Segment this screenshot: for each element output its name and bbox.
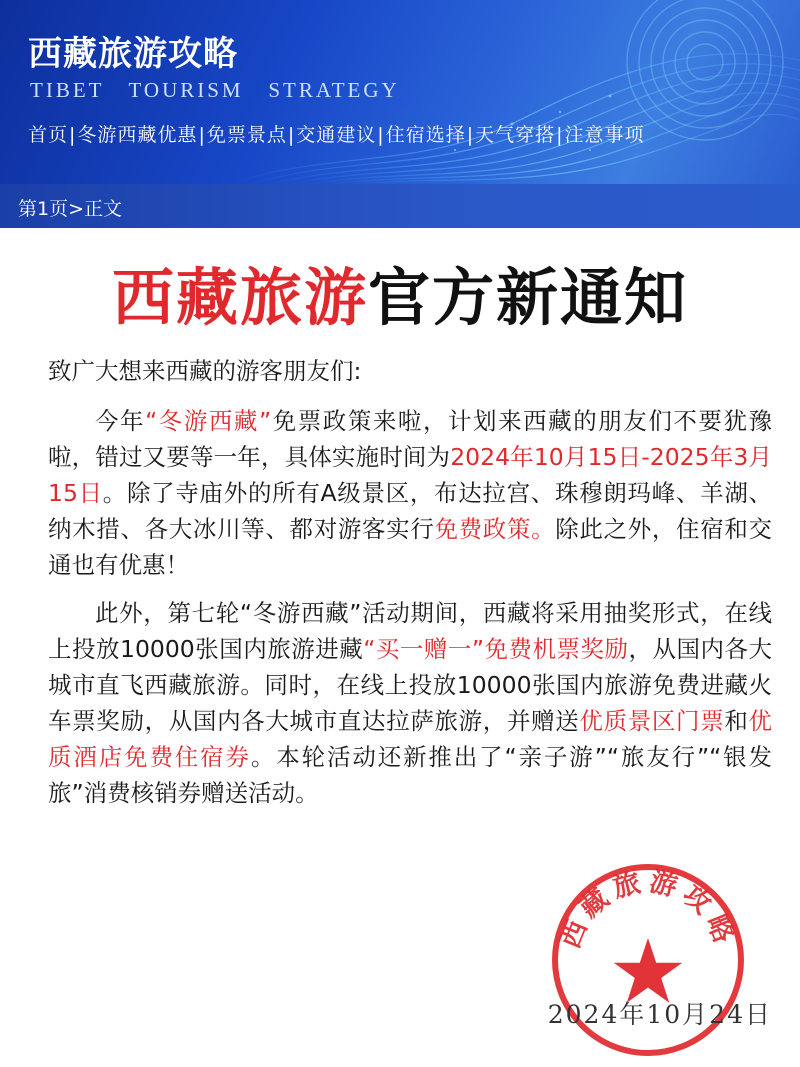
p1-highlight-free-policy: 免费政策。 — [434, 515, 556, 543]
nav-separator: | — [287, 124, 296, 146]
breadcrumb-bar — [0, 184, 800, 228]
main-nav — [28, 120, 645, 147]
site-subtitle: TIBET TOURISM STRATEGY — [30, 78, 400, 102]
breadcrumb-current: 正文 — [84, 198, 123, 220]
nav-item-winter-deals[interactable]: 冬游西藏优惠 — [77, 124, 198, 146]
p1-highlight-campaign: “冬游西藏” — [145, 407, 272, 435]
nav-item-transport[interactable]: 交通建议 — [296, 124, 377, 146]
seal-text: 西藏旅游攻略 — [554, 866, 742, 953]
p1-text-1: 今年 — [95, 407, 146, 435]
star-icon — [614, 938, 682, 1003]
breadcrumb — [18, 194, 122, 221]
nav-item-lodging[interactable]: 住宿选择 — [385, 124, 466, 146]
p2-text-1: 此外，第七轮“冬游西藏”活动期间，西藏将采用抽奖形式，在线上投放10000张国内旅游进藏 — [48, 599, 772, 663]
nav-item-home[interactable]: 首页 — [28, 124, 69, 146]
p1-text-4: 除此之外，住宿和交通也有优惠！ — [48, 515, 773, 579]
p2-text-3: 和 — [724, 707, 749, 735]
nav-separator: | — [377, 124, 385, 146]
nav-item-notes[interactable]: 注意事项 — [564, 124, 645, 146]
publish-date: 2024年10月24日 — [547, 1000, 772, 1029]
nav-item-weather[interactable]: 天气穿搭 — [475, 124, 556, 146]
title-red-part: 西藏旅游 — [111, 261, 368, 334]
title-black-part: 官方新通知 — [368, 261, 689, 334]
nav-separator: | — [198, 124, 206, 146]
nav-item-free-attractions[interactable]: 免票景点 — [206, 124, 287, 146]
paragraph-2 — [48, 595, 772, 811]
p2-highlight-tickets: 优质景区门票 — [579, 707, 725, 735]
p1-highlight-dates: 2024年10月15日-2025年3月15日 — [48, 443, 773, 507]
p1-text-2: 免票政策来啦，计划来西藏的朋友们不要犹豫啦，错过又要等一年，具体实施时间为 — [48, 407, 773, 471]
p1-text-3: 。除了寺庙外的所有A级景区，布达拉宫、珠穆朗玛峰、羊湖、纳木措、各大冰川等、都对游客实行 — [48, 479, 773, 543]
breadcrumb-arrow: > — [68, 198, 85, 220]
header-banner — [0, 0, 800, 184]
site-title: 西藏旅游攻略 — [28, 34, 238, 74]
nav-separator: | — [556, 124, 564, 146]
nav-separator: | — [69, 124, 77, 146]
paragraph-1 — [48, 403, 772, 583]
p2-highlight-hotel: 优质酒店免费住宿券 — [48, 707, 773, 771]
nav-separator: | — [466, 124, 475, 146]
article-body — [48, 353, 772, 823]
breadcrumb-page[interactable]: 第1页 — [18, 198, 69, 220]
p2-text-2: ，从国内各大城市直飞西藏旅游。同时，在线上投放10000张国内旅游免费进藏火车票奖励，从国内各大城市直达拉萨旅游，并赠送 — [48, 635, 772, 735]
p2-highlight-flight: “买一赠一”免费机票奖励 — [363, 635, 629, 663]
page-title — [0, 248, 800, 337]
greeting: 致广大想来西藏的游客朋友们: — [48, 357, 362, 385]
p2-text-4: 。本轮活动还新推出了“亲子游”“旅友行”“银发旅”消费核销券赠送活动。 — [48, 743, 773, 807]
